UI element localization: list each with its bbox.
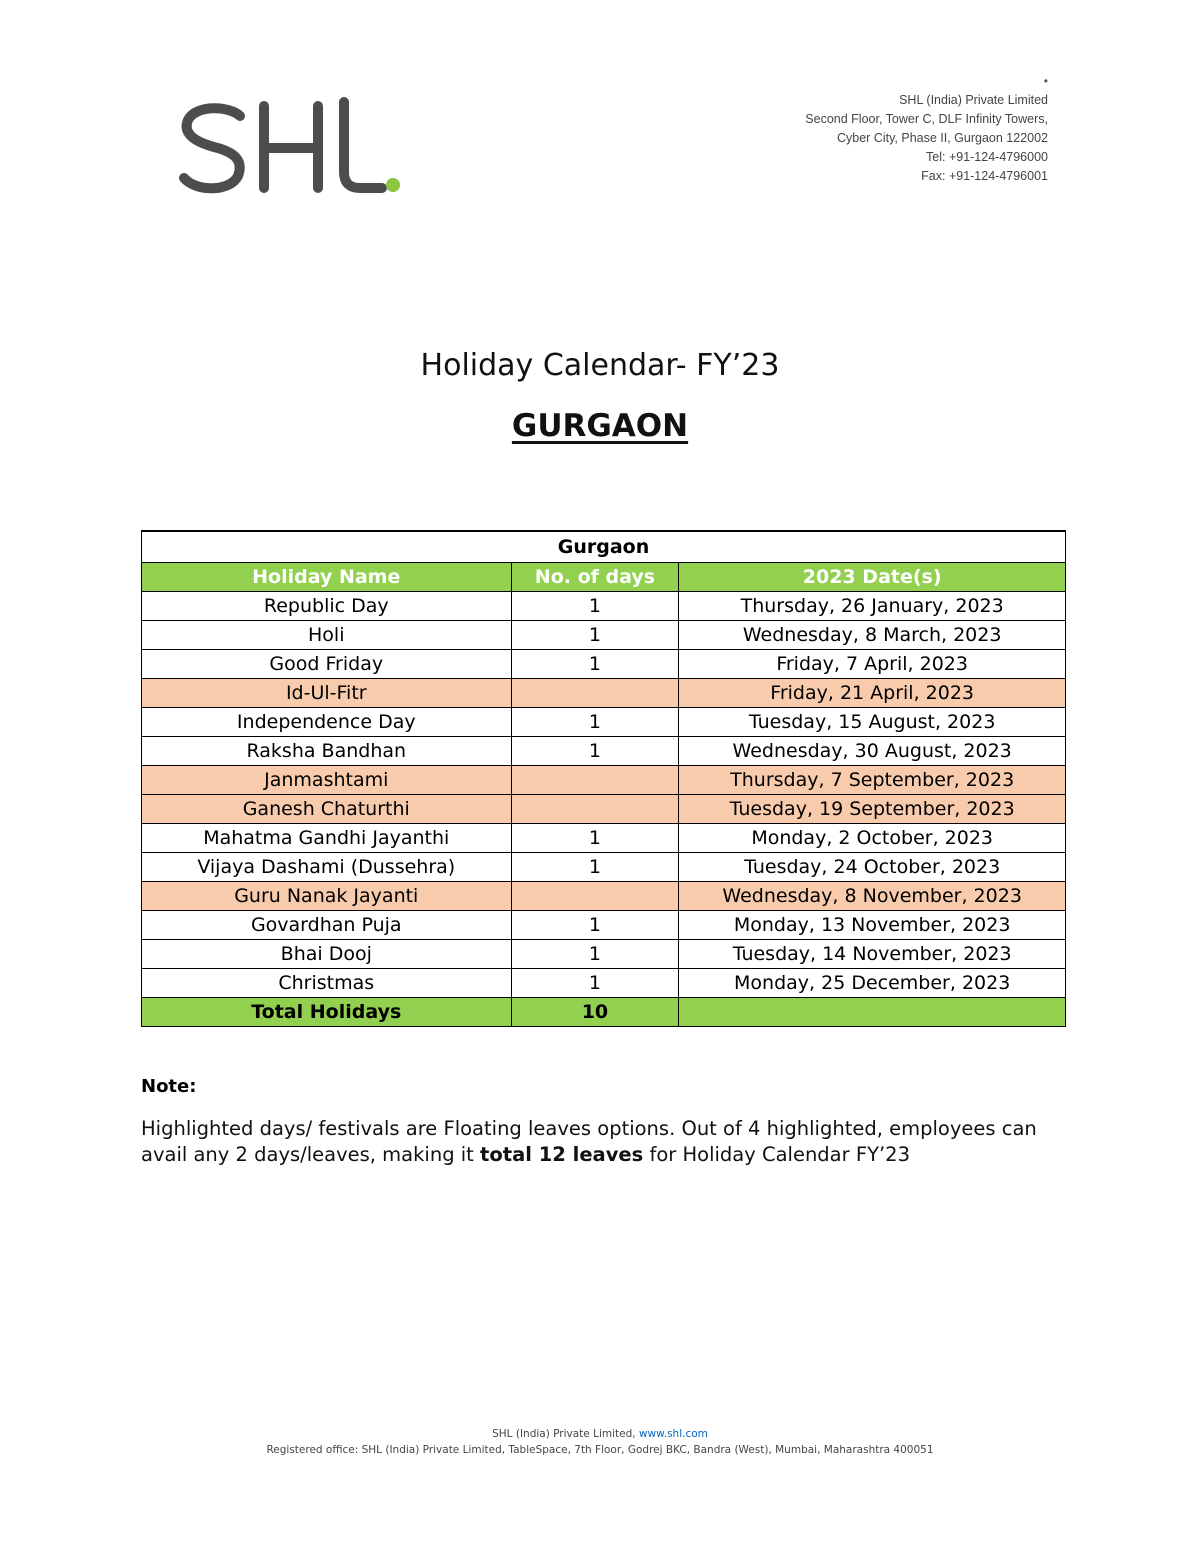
- table-caption: Gurgaon: [142, 531, 1066, 563]
- page-footer: [0, 1426, 1200, 1458]
- holiday-name-cell: Mahatma Gandhi Jayanthi: [142, 824, 512, 853]
- table-row: [142, 795, 1066, 824]
- holiday-name-cell: Bhai Dooj: [142, 940, 512, 969]
- note-text: [141, 1116, 1061, 1168]
- address-line-building: Second Floor, Tower C, DLF Infinity Towers,: [805, 112, 1048, 126]
- date-cell: Monday, 25 December, 2023: [679, 969, 1066, 998]
- total-days: 10: [511, 998, 679, 1027]
- days-cell: 1: [511, 708, 679, 737]
- table-header-row: [142, 563, 1066, 592]
- date-cell: Monday, 13 November, 2023: [679, 911, 1066, 940]
- column-header-days: No. of days: [511, 563, 679, 592]
- company-address: [628, 72, 1048, 186]
- address-line-tel: Tel: +91-124-4796000: [926, 150, 1048, 164]
- address-line-company: SHL (India) Private Limited: [899, 93, 1048, 107]
- column-header-holiday-name: Holiday Name: [142, 563, 512, 592]
- days-cell: 1: [511, 592, 679, 621]
- table-row: [142, 882, 1066, 911]
- holiday-name-cell: Holi: [142, 621, 512, 650]
- date-cell: Wednesday, 8 November, 2023: [679, 882, 1066, 911]
- note-text-part1: Highlighted days/ festivals are Floating leaves options. Out of 4 highlighted, employees can avail any 2 days/leaves, making it: [141, 1117, 1037, 1166]
- total-date: [679, 998, 1066, 1027]
- table-body: [142, 592, 1066, 998]
- holiday-table: [141, 530, 1066, 1027]
- page-subtitle: GURGAON: [511, 408, 689, 444]
- days-cell: 1: [511, 911, 679, 940]
- days-cell: [511, 679, 679, 708]
- date-cell: Thursday, 7 September, 2023: [679, 766, 1066, 795]
- holiday-name-cell: Good Friday: [142, 650, 512, 679]
- table-row: [142, 679, 1066, 708]
- holiday-name-cell: Ganesh Chaturthi: [142, 795, 512, 824]
- total-label: Total Holidays: [142, 998, 512, 1027]
- date-cell: Tuesday, 24 October, 2023: [679, 853, 1066, 882]
- shl-logo: [178, 92, 408, 202]
- holiday-name-cell: Id-Ul-Fitr: [142, 679, 512, 708]
- table-row: [142, 969, 1066, 998]
- date-cell: Tuesday, 15 August, 2023: [679, 708, 1066, 737]
- holiday-name-cell: Independence Day: [142, 708, 512, 737]
- address-line-fax: Fax: +91-124-4796001: [921, 169, 1048, 183]
- days-cell: 1: [511, 969, 679, 998]
- holiday-name-cell: Guru Nanak Jayanti: [142, 882, 512, 911]
- address-marker: •: [1043, 74, 1048, 88]
- days-cell: [511, 882, 679, 911]
- table-row: [142, 766, 1066, 795]
- footer-line-1: [0, 1426, 1200, 1442]
- date-cell: Friday, 7 April, 2023: [679, 650, 1066, 679]
- days-cell: 1: [511, 824, 679, 853]
- page-title: Holiday Calendar- FY’23: [420, 348, 780, 383]
- column-header-dates: 2023 Date(s): [679, 563, 1066, 592]
- date-cell: Tuesday, 19 September, 2023: [679, 795, 1066, 824]
- table-row: [142, 621, 1066, 650]
- date-cell: Tuesday, 14 November, 2023: [679, 940, 1066, 969]
- table-row: [142, 940, 1066, 969]
- date-cell: Wednesday, 8 March, 2023: [679, 621, 1066, 650]
- table-total-row: [142, 998, 1066, 1027]
- table-row: [142, 737, 1066, 766]
- table-row: [142, 592, 1066, 621]
- days-cell: [511, 795, 679, 824]
- date-cell: Thursday, 26 January, 2023: [679, 592, 1066, 621]
- table-row: [142, 650, 1066, 679]
- holiday-name-cell: Govardhan Puja: [142, 911, 512, 940]
- days-cell: 1: [511, 737, 679, 766]
- footer-website-link[interactable]: www.shl.com: [638, 1428, 708, 1440]
- holiday-name-cell: Christmas: [142, 969, 512, 998]
- days-cell: 1: [511, 621, 679, 650]
- table-caption-row: [142, 531, 1066, 563]
- table-row: [142, 824, 1066, 853]
- days-cell: [511, 766, 679, 795]
- date-cell: Monday, 2 October, 2023: [679, 824, 1066, 853]
- date-cell: Wednesday, 30 August, 2023: [679, 737, 1066, 766]
- table-row: [142, 853, 1066, 882]
- table-row: [142, 911, 1066, 940]
- holiday-name-cell: Republic Day: [142, 592, 512, 621]
- note-label: Note:: [141, 1076, 197, 1097]
- note-text-part2: for Holiday Calendar FY’23: [643, 1143, 910, 1166]
- holiday-name-cell: Janmashtami: [142, 766, 512, 795]
- days-cell: 1: [511, 940, 679, 969]
- note-text-bold: total 12 leaves: [480, 1143, 644, 1166]
- table-row: [142, 708, 1066, 737]
- date-cell: Friday, 21 April, 2023: [679, 679, 1066, 708]
- days-cell: 1: [511, 650, 679, 679]
- footer-registered-office: Registered office: SHL (India) Private Limited, TableSpace, 7th Floor, Godrej BKC, Bandra (West), Mumbai, Maharashtra 400051: [266, 1444, 934, 1456]
- footer-company: SHL (India) Private Limited,: [492, 1428, 639, 1440]
- days-cell: 1: [511, 853, 679, 882]
- holiday-name-cell: Raksha Bandhan: [142, 737, 512, 766]
- holiday-name-cell: Vijaya Dashami (Dussehra): [142, 853, 512, 882]
- address-line-city: Cyber City, Phase II, Gurgaon 122002: [837, 131, 1048, 145]
